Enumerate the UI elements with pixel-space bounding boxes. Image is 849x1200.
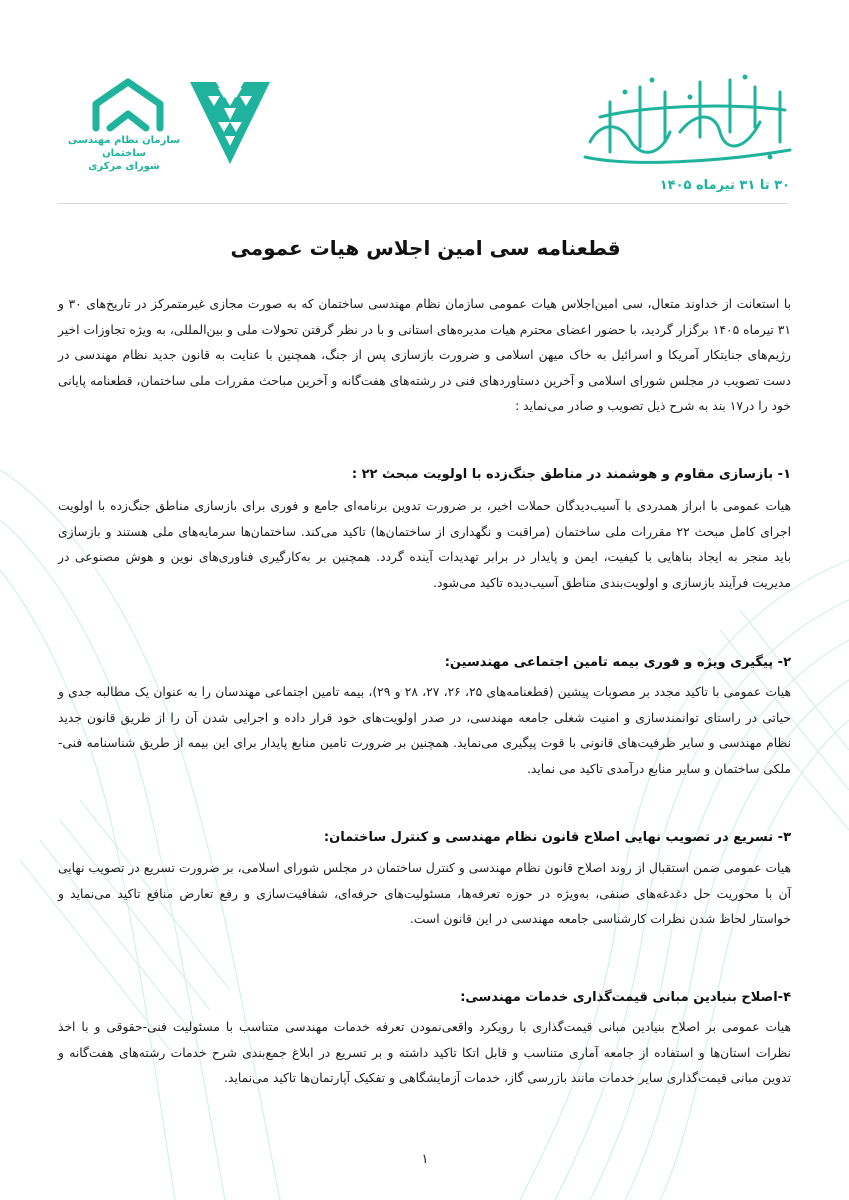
section-3-body: هیات عمومی ضمن استقبال از روند اصلاح قانون نظام مهندسی و کنترل ساختمان در مجلس شورای اسلامی، بر ضرورت تسریع در تصویب نهایی آن با محوریت حل دغدغه‌های صنفی، به‌ویژه در حوزه تعرفه‌ها، مسئولیت‌های حرفه‌ای، شفافیت‌سازی و رفع تعارض منافع تاکید می‌نماید و خواستار لحاظ شدن نظرات کارشناسی جامعه مهندسی در این قانون است. xyxy=(58,861,791,926)
event-date: ۳۰ تا ۳۱ تیرماه ۱۴۰۵ xyxy=(659,178,790,193)
section-4-body: هیات عمومی بر اصلاح بنیادین مبانی قیمت‌گذاری با رویکرد واقعی‌نمودن تعرفه خدمات مهندسی متناسب با مسئولیت فنی-حقوقی و با اخذ نظرات استان‌ها و استفاده از جامعه آماری متناسب و قابل اتکا تاکید داشته و بر تسریع در ابلاغ جمع‌بندی شرح خدمات رشته‌های هفت‌گانه و تدوین مبانی قیمت‌گذاری سایر خدمات مانند بازرسی گاز، خدمات آزمایشگاهی و تفکیک آپارتمان‌ها تاکید می‌نماید. xyxy=(58,1020,791,1085)
section-3-heading: ۳- تسریع در تصویب نهایی اصلاح قانون نظام مهندسی و کنترل ساختمان: xyxy=(323,830,791,845)
intro-paragraph: با استعانت از خداوند متعال، سی امین‌اجلاس هیات عمومی سازمان نظام مهندسی ساختمان که به صورت مجازی غیرمتمرکز در تاریخ‌های ۳۰ و ۳۱ تیرماه ۱۴۰۵ برگزار گردید، با حضور اعضای محترم هیات مدیره‌های استانی و با در نظر گرفتن تحولات ملی و بین‌المللی، به ویژه تجاوزات اخیر رژیم‌های جنایتکار آمریکا و اسرائیل به خاک میهن اسلامی و ضرورت بازسازی پس از جنگ، همچنین با عنایت به قانون جدید نظام مهندسی در دست تصویب در مجلس شورای اسلامی و آخرین دستاوردهای فنی در رشته‌های هفت‌گانه و آخرین مباحث مقررات ملی ساختمان، قطعنامه پایانی خود را در۱۷ بند به شرح ذیل تصویب و صادر می‌نماید : xyxy=(58,297,792,413)
page-number: ۱ xyxy=(421,1152,429,1167)
section-1-body: هیات عمومی با ابراز همدردی با آسیب‌دیدگان حملات اخیر، بر ضرورت تدوین برنامه‌ای جامع و فوری برای بازسازی مناطق جنگ‌زده با اولویت اجرای کامل مبحث ۲۲ مقررات ملی ساختمان (مراقبت و نگهداری از ساختمان‌ها) تاکید می‌کند. ساختمان‌ها سرمایه‌های ملی هستند و بازسازی باید منجر به ایجاد بناهایی با کیفیت، ایمن و پایدار در برابر تهدیدات آینده گردد. همچنین بر به‌کارگیری فناوری‌های نوین و هوش مصنوعی در مدیریت فرآیند بازسازی و اولویت‌بندی مناطق آسیب‌دیده تاکید می‌شود. xyxy=(58,499,791,590)
header-divider xyxy=(58,203,788,204)
organization-name-line2: شورای مرکزی xyxy=(88,161,160,172)
section-2-heading: ۲- پیگیری ویژه و فوری بیمه تامین اجتماعی مهندسین: xyxy=(444,655,791,670)
organization-name-line1: سازمان نظام مهندسی ساختمان xyxy=(68,135,180,159)
organization-name xyxy=(68,134,180,173)
document-title: قطعنامه سی امین اجلاس هیات عمومی xyxy=(230,236,621,260)
section-2-body: هیات عمومی با تاکید مجدد بر مصوبات پیشین (قطعنامه‌های ۲۵، ۲۶، ۲۷، ۲۸ و ۲۹)، بیمه تامین اجتماعی مهندسان را به عنوان یک مطالبه جدی و حیاتی در راستای توانمندسازی و امنیت شغلی جامعه مهندسی، در صدر اولویت‌های خود قرار داده و اجرایی شدن آن را از طریق قانون جدید نظام مهندسی و سایر ظرفیت‌های قانونی با قوت پیگیری می‌نماید. همچنین بر ضرورت تامین منابع پایدار برای این بیمه از طریق شناسنامه فنی-ملکی ساختمان و سایر منابع درآمدی تاکید می نماید. xyxy=(58,685,791,776)
event-calligraphy-logo xyxy=(570,62,800,172)
section-1-heading: ۱- بازسازی مقاوم و هوشمند در مناطق جنگ‌زده با اولویت مبحث ۲۲ : xyxy=(351,467,791,482)
emblem-logo xyxy=(188,76,272,166)
section-4-heading: ۴-اصلاح بنیادین مبانی قیمت‌گذاری خدمات مهندسی: xyxy=(460,990,791,1005)
